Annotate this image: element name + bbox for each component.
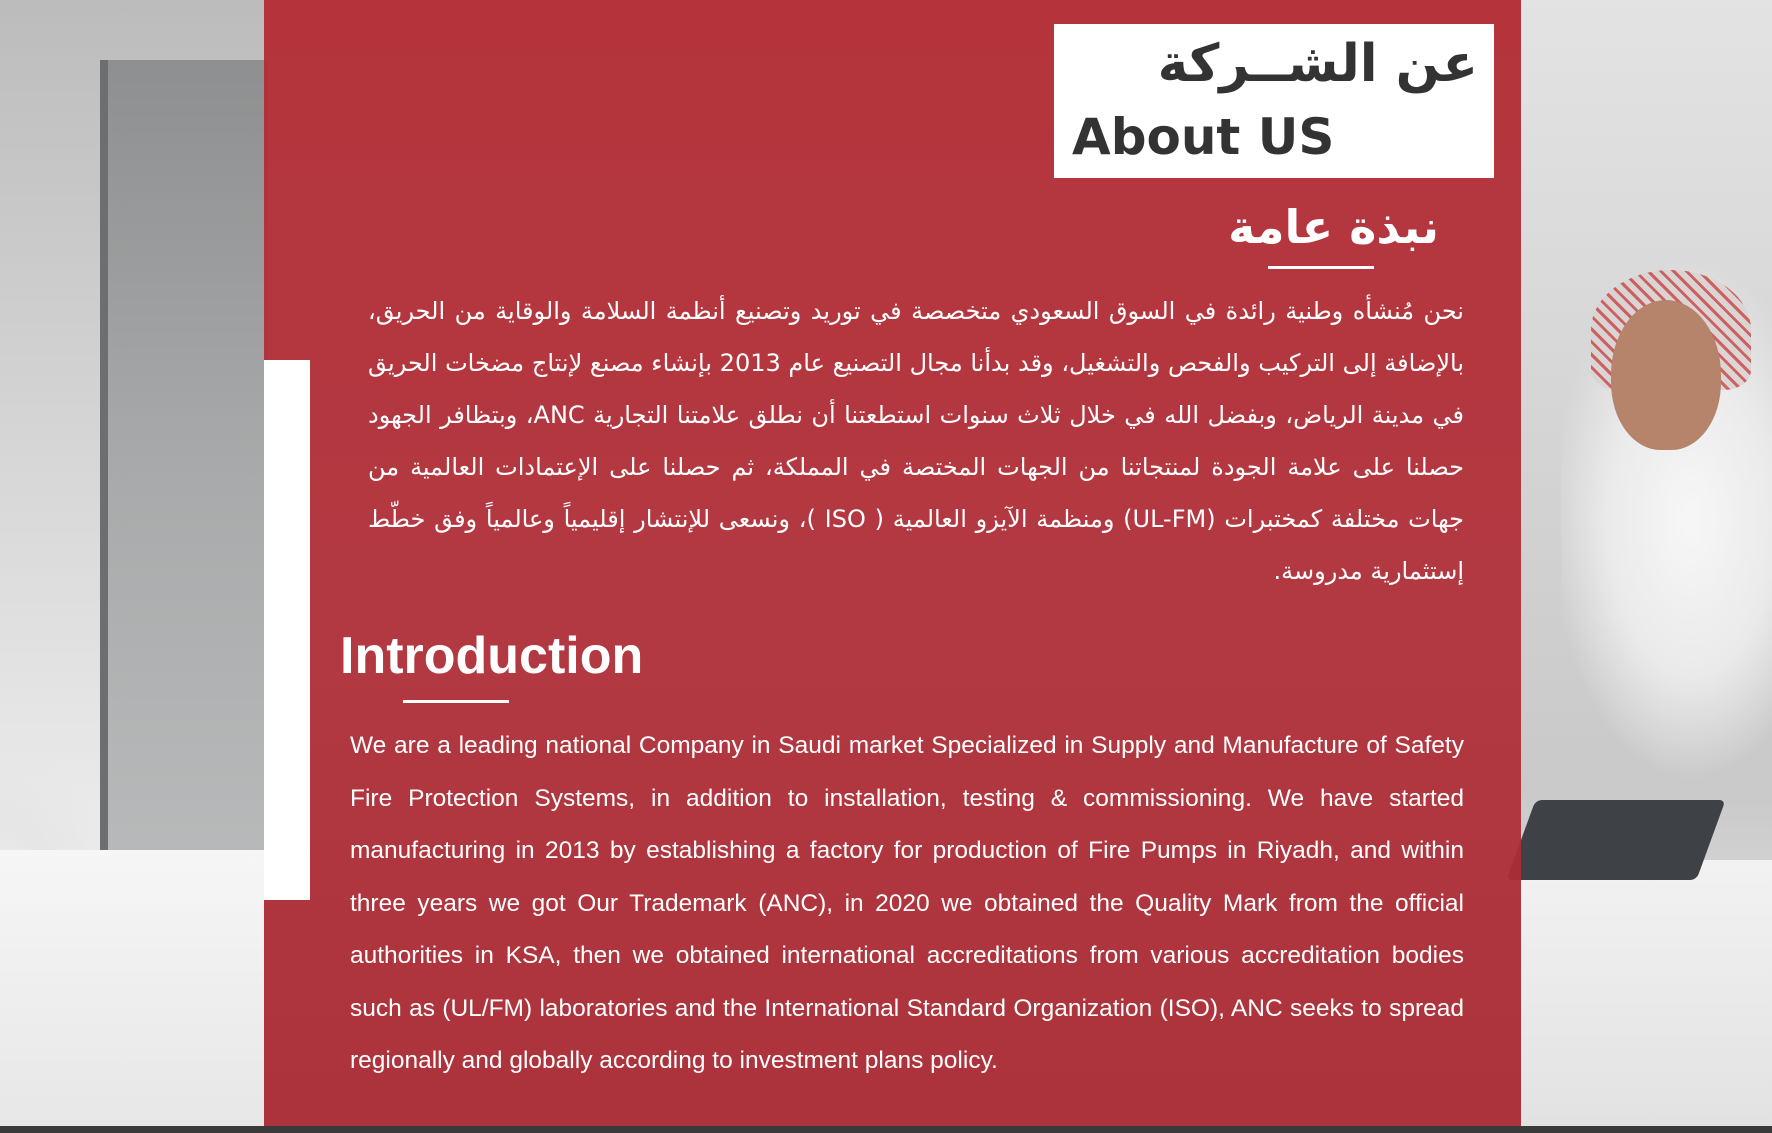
introduction-heading: Introduction [340, 627, 644, 685]
decorative-white-strip [264, 360, 310, 900]
overview-body-arabic: نحن مُنشأه وطنية رائدة في السوق السعودي متخصصة في توريد وتصنيع أنظمة السلامة والوقاية من الحريق، بالإضافة إلى التركيب والفحص والتشغيل، وقد بدأنا مجال التصنيع عام 2013 بإنشاء مصنع لإنتاج مضخات الحريق في مدينة الرياض، وبفضل الله في خلال ثلاث سنوات استطعتنا أن نطلق علامتنا التجارية ANC، وبتظافر الجهود حصلنا على علامة الجودة لمنتجاتنا من الجهات المختصة في المملكة، ثم حصلنا على الإعتمادات العالمية من جهات مختلفة كمختبرات (UL-FM) ومنظمة الآيزو العالمية ( ISO )، ونسعى للإنتشار إقليمياً وعالمياً وفق خطّط إستثمارية مدروسة. [368, 297, 1465, 585]
background-photo-left [0, 0, 264, 1126]
overview-heading-arabic: نبذة عامة [1228, 200, 1439, 254]
background-laptop [1506, 800, 1725, 880]
background-door [100, 60, 268, 860]
about-title-english: About US [1072, 108, 1335, 166]
about-title-box [1054, 24, 1494, 178]
background-desk-right [1521, 860, 1772, 1126]
background-head [1611, 300, 1721, 450]
background-desk-left [0, 850, 264, 1126]
introduction-heading-underline [403, 700, 509, 703]
bottom-border [0, 1126, 1772, 1133]
overview-heading-underline [1268, 266, 1374, 269]
about-title-arabic: عن الشــركة [1157, 34, 1478, 94]
introduction-body: We are a leading national Company in Saudi market Specialized in Supply and Manufacture of Safety Fire Protection Systems, in addition to installation, testing & commissioning. We have started manufacturing in 2013 by establishing a factory for production of Fire Pumps in Riyadh, and within three years we got Our Trademark (ANC), in 2020 we obtained the Quality Mark from the official authorities in KSA, then we obtained international accreditations from various accreditation bodies such as (UL/FM) laboratories and the International Standard Organization (ISO), ANC seeks to spread regionally and globally according to investment plans policy. [350, 732, 1464, 1074]
background-photo-right [1521, 0, 1772, 1126]
